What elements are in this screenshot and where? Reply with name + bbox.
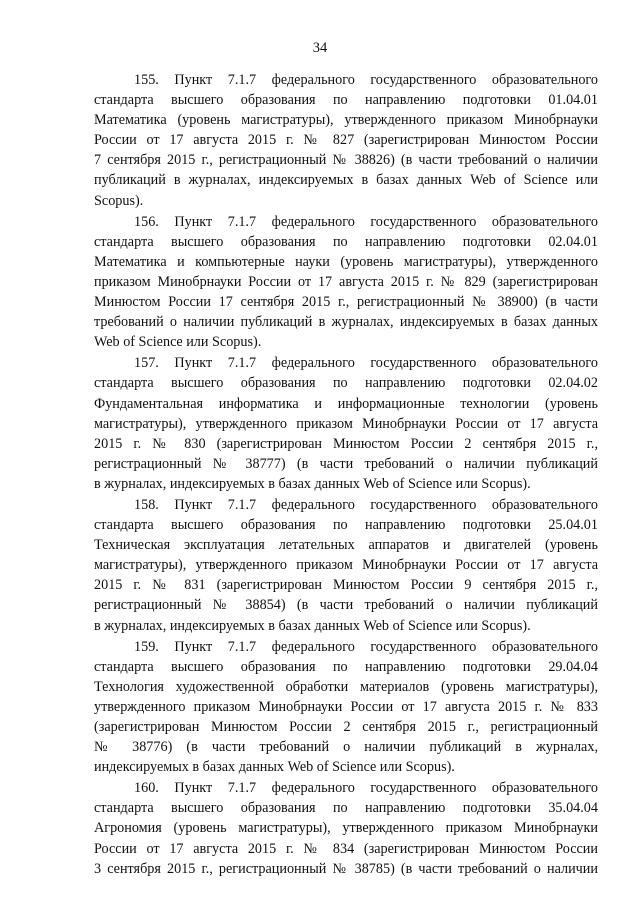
paragraph-line: Фундаментальная информатика и информационные технологии (уровень	[94, 395, 598, 412]
paragraph-line: Минюстом России 17 сентября 2015 г., регистрационный № 38900) (в части	[94, 294, 598, 311]
paragraph-line: России от 17 августа 2015 г. № 834 (зарегистрирован Минюстом России	[94, 840, 598, 857]
paragraph-line: (зарегистрирован Минюстом России 2 сентября 2015 г., регистрационный	[94, 719, 598, 735]
paragraph-line: в журналах, индексируемых в базах данных Web of Science или Scopus).	[94, 617, 531, 634]
paragraph-line: требований о наличии публикаций в журналах, индексируемых в базах данных	[94, 314, 598, 331]
paragraph-line: публикаций в журналах, индексируемых в базах данных Web of Science или	[94, 172, 598, 189]
paragraph-line: стандарта высшего образования по направлению подготовки 25.04.01	[94, 517, 598, 534]
paragraph-line: магистратуры), утвержденного приказом Минобрнауки России от 17 августа	[94, 415, 598, 432]
paragraph-line: Web of Science или Scopus).	[94, 334, 262, 351]
paragraph-line: Математика и компьютерные науки (уровень магистратуры), утвержденного	[94, 253, 598, 270]
paragraph-line: 3 сентября 2015 г., регистрационный № 38785) (в части требований о наличии	[94, 860, 598, 877]
paragraph-line: Агрономия (уровень магистратуры), утвержденного приказом Минобрнауки	[94, 820, 598, 837]
paragraph-line: стандарта высшего образования по направлению подготовки 35.04.04	[94, 800, 598, 817]
paragraph-159	[94, 637, 598, 778]
paragraph-line: № 38776) (в части требований о наличии публикаций в журналах,	[94, 739, 598, 756]
paragraph-line: 7 сентября 2015 г., регистрационный № 38826) (в части требований о наличии	[94, 152, 598, 169]
paragraph-line: регистрационный № 38777) (в части требований о наличии публикаций	[94, 455, 598, 472]
paragraph-160	[94, 778, 598, 878]
paragraph-line: Технология художественной обработки материалов (уровень магистратуры),	[94, 678, 598, 695]
paragraph-line: приказом Минобрнауки России от 17 августа 2015 г. № 829 (зарегистрирован	[94, 273, 598, 290]
paragraph-line: стандарта высшего образования по направлению подготовки 29.04.04	[94, 658, 598, 675]
paragraph-156	[94, 212, 598, 353]
page-number: 34	[312, 40, 328, 56]
paragraph-line: стандарта высшего образования по направлению подготовки 01.04.01	[94, 92, 598, 109]
paragraph-line: 160. Пункт 7.1.7 федерального государственного образовательного	[134, 780, 598, 797]
paragraph-line: 155. Пункт 7.1.7 федерального государственного образовательного	[134, 72, 598, 88]
paragraph-line: магистратуры), утвержденного приказом Минобрнауки России от 17 августа	[94, 557, 598, 574]
paragraph-line: Техническая эксплуатация летательных аппаратов и двигателей (уровень	[94, 537, 598, 554]
paragraph-line: 157. Пункт 7.1.7 федерального государственного образовательного	[134, 355, 598, 372]
paragraph-line: России от 17 августа 2015 г. № 827 (зарегистрирован Минюстом России	[94, 132, 598, 149]
paragraph-line: стандарта высшего образования по направлению подготовки 02.04.01	[94, 233, 598, 250]
paragraph-line: 159. Пункт 7.1.7 федерального государственного образовательного	[134, 638, 598, 655]
paragraph-line: Математика (уровень магистратуры), утвержденного приказом Минобрнауки	[94, 112, 598, 129]
paragraph-line: 156. Пункт 7.1.7 федерального государственного образовательного	[134, 213, 598, 230]
paragraph-line: 158. Пункт 7.1.7 федерального государственного образовательного	[134, 496, 598, 513]
document-body	[94, 70, 598, 880]
paragraph-line: утвержденного приказом Минобрнауки России от 17 августа 2015 г. № 833	[94, 698, 598, 715]
paragraph-line: индексируемых в базах данных Web of Science или Scopus).	[94, 759, 455, 776]
paragraph-line: стандарта высшего образования по направлению подготовки 02.04.02	[94, 375, 598, 392]
paragraph-line: Scopus).	[94, 192, 144, 209]
paragraph-line: 2015 г. № 831 (зарегистрирован Минюстом России 9 сентября 2015 г.,	[94, 577, 598, 594]
paragraph-line: регистрационный № 38854) (в части требований о наличии публикаций	[94, 597, 598, 614]
paragraph-158	[94, 495, 598, 636]
paragraph-line: в журналах, индексируемых в базах данных Web of Science или Scopus).	[94, 475, 531, 492]
paragraph-155	[94, 70, 598, 211]
paragraph-line: 2015 г. № 830 (зарегистрирован Минюстом России 2 сентября 2015 г.,	[94, 435, 598, 452]
paragraph-157	[94, 353, 598, 494]
